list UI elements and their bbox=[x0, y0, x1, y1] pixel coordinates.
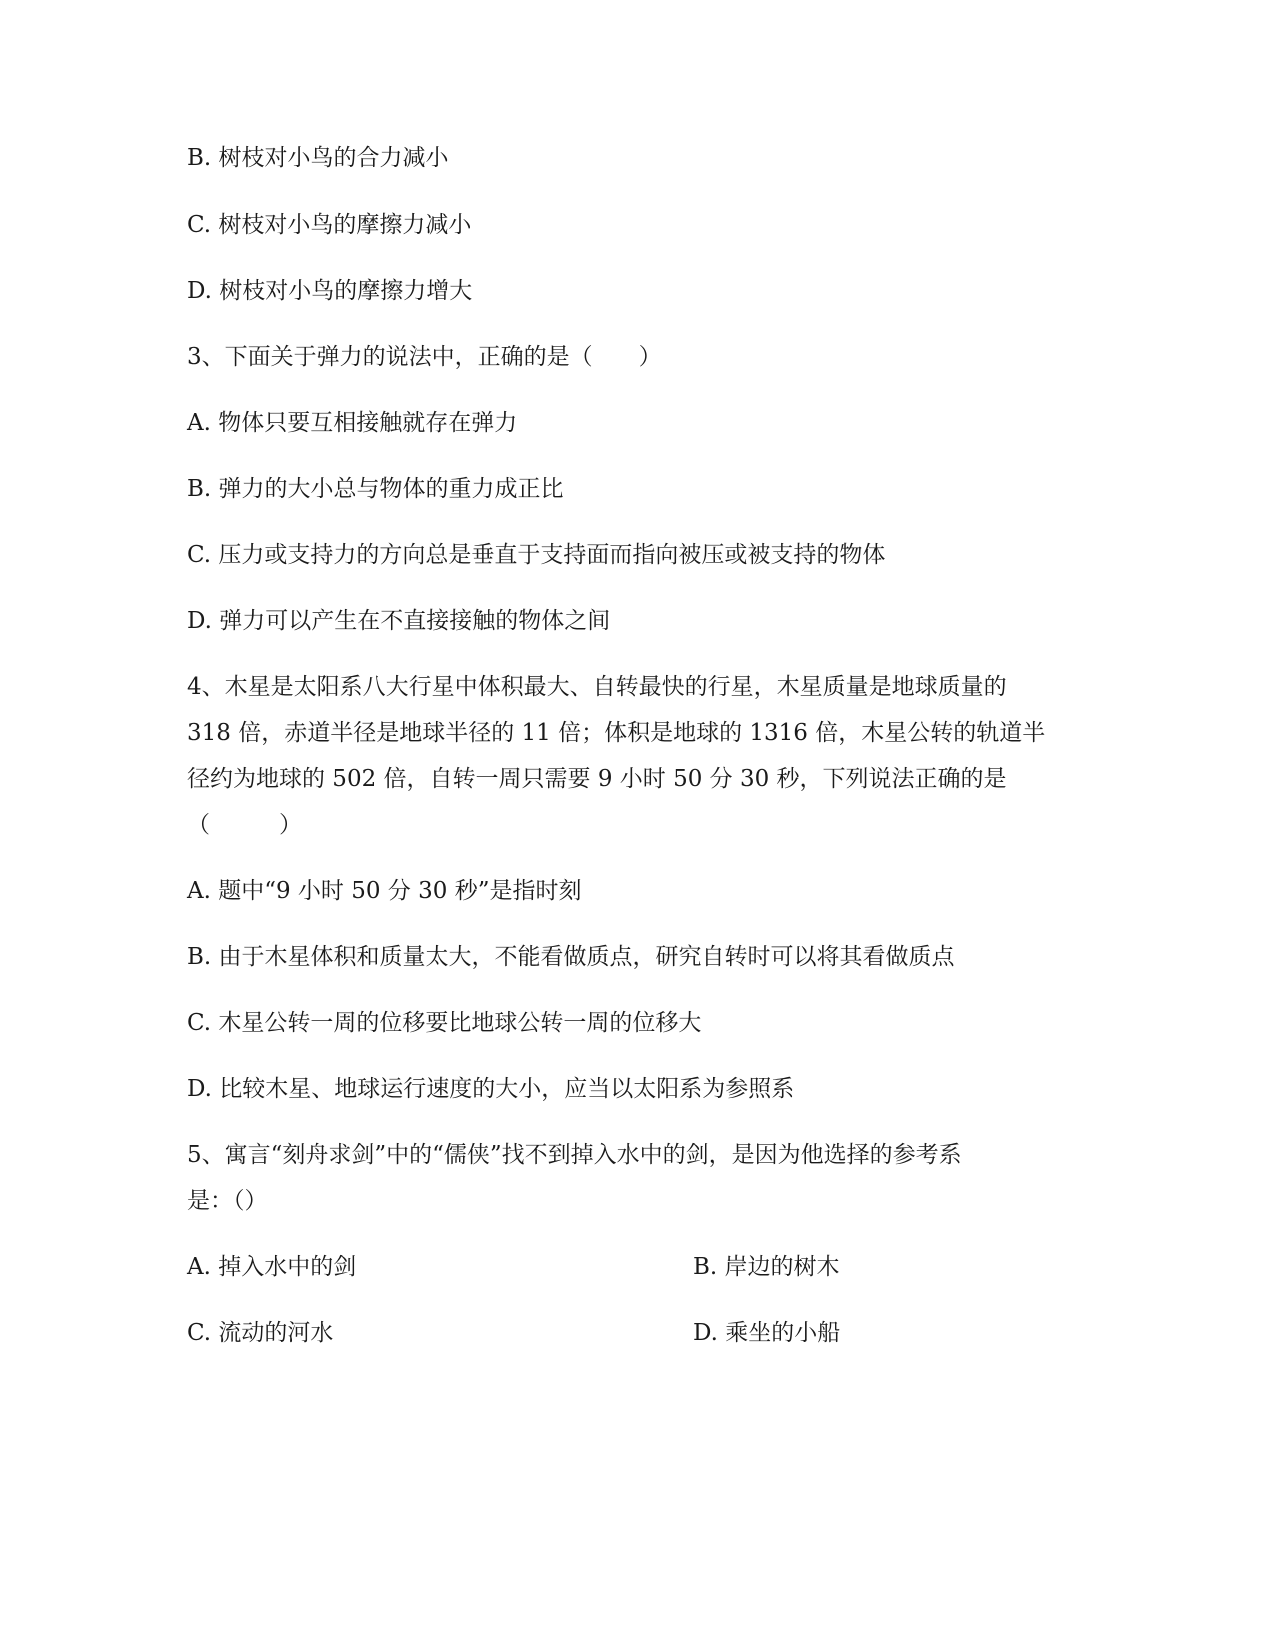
q4-option-c: C. 木星公转一周的位移要比地球公转一周的位移大 bbox=[187, 1010, 702, 1036]
q4-stem-line1: 4、木星是太阳系八大行星中体积最大、自转最快的行星，木星质量是地球质量的 bbox=[187, 674, 1007, 700]
q4-option-b: B. 由于木星体积和质量太大，不能看做质点，研究自转时可以将其看做质点 bbox=[187, 944, 955, 970]
q5-option-c: C. 流动的河水 bbox=[187, 1320, 334, 1346]
q2-option-b: B. 树枝对小鸟的合力减小 bbox=[187, 145, 449, 171]
q3-stem: 3、下面关于弹力的说法中，正确的是（ ） bbox=[187, 344, 662, 370]
q5-option-d: D. 乘坐的小船 bbox=[693, 1320, 841, 1346]
q5-stem-line2: 是：（） bbox=[187, 1188, 268, 1214]
q4-stem-line4: （ ） bbox=[187, 812, 302, 838]
q3-option-b: B. 弹力的大小总与物体的重力成正比 bbox=[187, 476, 564, 502]
q5-option-a: A. 掉入水中的剑 bbox=[187, 1254, 357, 1280]
q3-option-d: D. 弹力可以产生在不直接接触的物体之间 bbox=[187, 608, 611, 634]
q5-stem-line1: 5、寓言“刻舟求剑”中的“儒侠”找不到掉入水中的剑，是因为他选择的参考系 bbox=[187, 1142, 962, 1168]
q4-stem-line2: 318 倍，赤道半径是地球半径的 11 倍；体积是地球的 1316 倍，木星公转的轨道半 bbox=[187, 720, 1046, 746]
q4-option-a: A. 题中“9 小时 50 分 30 秒”是指时刻 bbox=[187, 878, 582, 904]
q3-option-a: A. 物体只要互相接触就存在弹力 bbox=[187, 410, 518, 436]
q2-option-c: C. 树枝对小鸟的摩擦力减小 bbox=[187, 212, 472, 238]
q3-option-c: C. 压力或支持力的方向总是垂直于支持面而指向被压或被支持的物体 bbox=[187, 542, 886, 568]
q2-option-d: D. 树枝对小鸟的摩擦力增大 bbox=[187, 278, 473, 304]
q4-stem-line3: 径约为地球的 502 倍，自转一周只需要 9 小时 50 分 30 秒，下列说法正确的是 bbox=[187, 766, 1007, 792]
q4-option-d: D. 比较木星、地球运行速度的大小，应当以太阳系为参照系 bbox=[187, 1076, 795, 1102]
q5-option-b: B. 岸边的树木 bbox=[693, 1254, 840, 1280]
